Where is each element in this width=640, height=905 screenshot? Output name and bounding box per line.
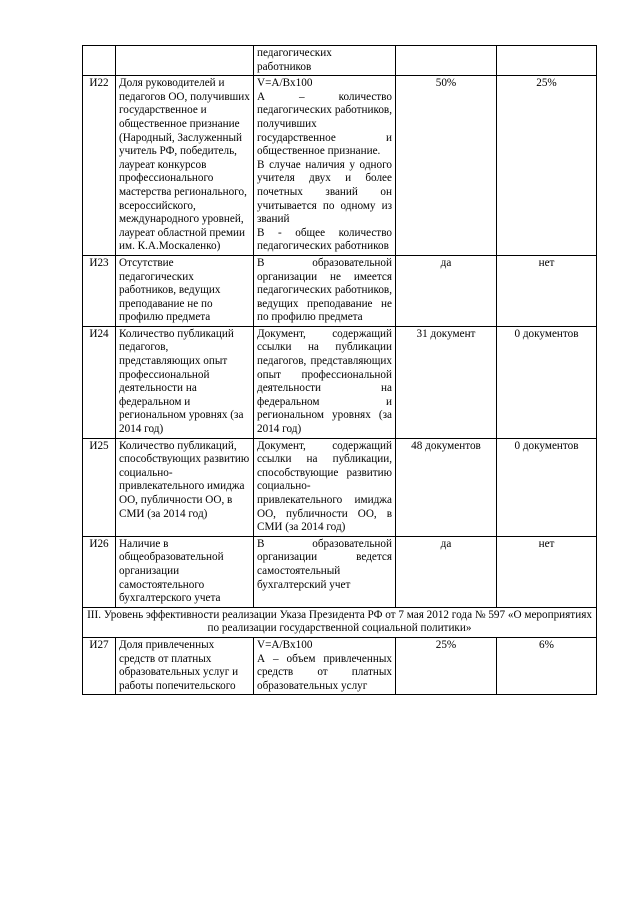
formula-line: А – объем привлеченных средств от платных образовательных услуг (257, 652, 392, 692)
row-formula (254, 76, 396, 256)
row-formula (254, 438, 396, 536)
row-formula (254, 637, 396, 694)
row-value-2: нет (497, 536, 597, 607)
table-row (83, 637, 597, 694)
formula-line: Документ, содержащий ссылки на публикации педагогов, представляющих опыт профессиональной деятельности на федеральном и региональном уровнях (за 2014 год) (257, 327, 392, 436)
row-formula (254, 326, 396, 438)
row-value-1: да (396, 536, 497, 607)
formula-line: В случае наличия у одного учителя двух и более почетных званий он учитывается по одному из званий (257, 158, 392, 226)
formula-line: педагогических (257, 47, 332, 59)
row-value-1: 31 документ (396, 326, 497, 438)
row-indicator: Отсутствие педагогических работников, ведущих преподавание не по профилю предмета (116, 255, 254, 326)
row-id: И26 (83, 536, 116, 607)
row-id: И27 (83, 637, 116, 694)
row-id (83, 46, 116, 76)
row-value-2: 6% (497, 637, 597, 694)
row-value-1 (396, 46, 497, 76)
indicators-table-body (83, 46, 597, 695)
table-row (83, 76, 597, 256)
row-id: И24 (83, 326, 116, 438)
formula-line: Документ, содержащий ссылки на публикации, способствующие развитию социально-привлекательного имиджа ОО, публичности ОО, в СМИ (за 2014 год) (257, 439, 392, 534)
row-value-2: 0 документов (497, 438, 597, 536)
table-row (83, 438, 597, 536)
table-row (83, 46, 597, 76)
section-row (83, 607, 597, 637)
formula-line: V=A/Bx100 (257, 77, 313, 90)
row-indicator: Доля привлеченных средств от платных образовательных услуг и работы попечительского (116, 637, 254, 694)
row-id: И22 (83, 76, 116, 256)
row-value-2: 0 документов (497, 326, 597, 438)
row-formula (254, 46, 396, 76)
table-row (83, 255, 597, 326)
row-value-1: да (396, 255, 497, 326)
indicators-table (82, 45, 597, 695)
row-indicator (116, 46, 254, 76)
row-indicator: Наличие в общеобразовательной организации самостоятельного бухгалтерского учета (116, 536, 254, 607)
formula-line: работников (257, 60, 312, 73)
formula-line: V=A/Bx100 (257, 638, 313, 651)
formula-line: В - общее количество педагогических работников (257, 226, 392, 253)
row-value-2: нет (497, 255, 597, 326)
table-row (83, 536, 597, 607)
row-id: И23 (83, 255, 116, 326)
formula-line: А – количество педагогических работников, получивших государственное и общественное признание. (257, 90, 392, 158)
row-indicator: Доля руководителей и педагогов ОО, получивших государственное и общественное признание (Народный, Заслуженный учитель РФ, победитель, лауреат конкурсов профессионального мастерства регионального, всероссийского, международного уровней, лауреат областной премии им. К.А.Москаленко) (116, 76, 254, 256)
formula-line: В образовательной организации не имеется педагогических работников, ведущих преподавание не по профилю предмета (257, 256, 392, 324)
formula-line: В образовательной организации ведется самостоятельный бухгалтерский учет (257, 537, 392, 591)
row-indicator: Количество публикаций педагогов, представляющих опыт профессиональной деятельности на федеральном и региональном уровнях (за 2014 год) (116, 326, 254, 438)
row-value-1: 48 документов (396, 438, 497, 536)
row-value-1: 50% (396, 76, 497, 256)
section-heading: III. Уровень эффективности реализации Указа Президента РФ от 7 мая 2012 года № 597 «О мероприятиях по реализации государственной социальной политики» (83, 607, 597, 637)
row-value-2: 25% (497, 76, 597, 256)
row-value-1: 25% (396, 637, 497, 694)
row-formula (254, 255, 396, 326)
table-row (83, 326, 597, 438)
row-formula (254, 536, 396, 607)
row-value-2 (497, 46, 597, 76)
row-id: И25 (83, 438, 116, 536)
row-indicator: Количество публикаций, способствующих развитию социально-привлекательного имиджа ОО, публичности ОО, в СМИ (за 2014 год) (116, 438, 254, 536)
